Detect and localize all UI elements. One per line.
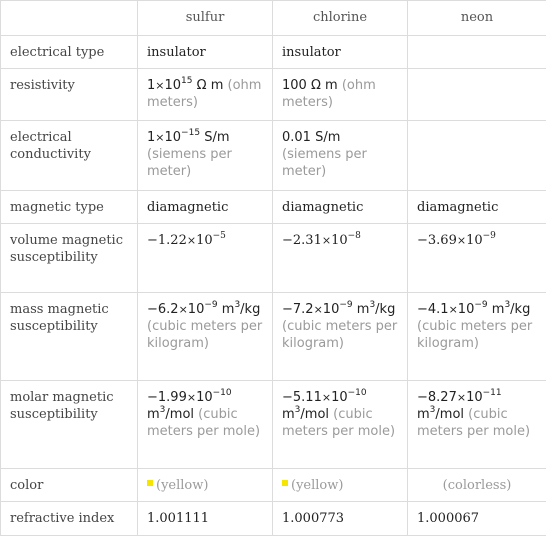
table-row (1, 69, 546, 121)
column-header-chlorine: chlorine (273, 1, 408, 36)
table-row (1, 381, 546, 469)
row-label: electrical conductivity (1, 121, 138, 191)
table-row (1, 293, 546, 381)
value-number: 0.01 (282, 130, 311, 145)
cell-sulfur (138, 69, 273, 121)
value-exponent: −10 (347, 388, 367, 398)
cell-chlorine: insulator (273, 36, 408, 69)
value-base: 10 (331, 390, 348, 405)
times-sign: × (155, 131, 165, 144)
cell-neon (408, 69, 546, 121)
value-base: 10 (187, 302, 205, 317)
value-mantissa: −5.11 (282, 390, 322, 405)
value-base: 10 (466, 390, 483, 405)
value-exponent: −10 (212, 388, 232, 398)
cell-neon: diamagnetic (408, 191, 546, 224)
cell-sulfur: diamagnetic (138, 191, 273, 224)
value-unit: $m^3/kg$ (356, 300, 396, 317)
unit-note: (ohm meters) (282, 78, 376, 110)
value-exponent: 15 (181, 76, 193, 86)
unit-note: (siemens per meter) (282, 147, 367, 179)
value-base: 10 (457, 302, 475, 317)
value-unit: S/m (315, 130, 341, 145)
cell-neon (408, 381, 546, 469)
value-exponent: −9 (474, 300, 488, 310)
cell-neon (408, 121, 546, 191)
value-unit: $m^3/kg$ (491, 300, 531, 317)
value-mantissa: −3.69 (417, 233, 457, 248)
cell-sulfur: insulator (138, 36, 273, 69)
value-unit: Ω m (196, 78, 224, 93)
column-header-neon: neon (408, 1, 546, 36)
value-mantissa: −8.27 (417, 390, 457, 405)
cell-chlorine (273, 224, 408, 293)
value-unit: $m^3$/mol (282, 405, 330, 422)
cell-chlorine (273, 69, 408, 121)
value-exponent: −15 (181, 128, 201, 138)
value-mantissa: −6.2 (147, 302, 179, 317)
table-row (1, 224, 546, 293)
times-sign: × (313, 303, 323, 316)
cell-chlorine (273, 381, 408, 469)
row-label: resistivity (1, 69, 138, 121)
value-mantissa: −2.31 (282, 233, 322, 248)
row-label: color (1, 469, 138, 502)
unit-note: (cubic meters per mole) (417, 407, 531, 439)
times-sign: × (186, 234, 197, 247)
cell-sulfur (138, 381, 273, 469)
column-header-sulfur: sulfur (138, 1, 273, 36)
header-row (1, 1, 546, 36)
value-base: 10 (322, 302, 340, 317)
color-text: (yellow) (156, 478, 209, 493)
times-sign: × (456, 391, 467, 404)
table-row (1, 121, 546, 191)
row-label: refractive index (1, 502, 138, 536)
times-sign: × (178, 303, 188, 316)
value-exponent: −9 (482, 231, 496, 241)
value-exponent: −8 (347, 231, 361, 241)
corner-header-cell (1, 1, 138, 36)
cell-neon (408, 224, 546, 293)
value-exponent: −9 (339, 300, 353, 310)
unit-note: (cubic meters per kilogram) (417, 319, 533, 351)
cell-neon (408, 36, 546, 69)
value-mantissa: −1.22 (147, 233, 187, 248)
times-sign: × (456, 234, 467, 247)
value-base: 10 (164, 130, 182, 145)
cell-neon (408, 469, 546, 502)
value-mantissa: −7.2 (282, 302, 314, 317)
cell-neon: 1.000067 (408, 502, 546, 536)
cell-chlorine: diamagnetic (273, 191, 408, 224)
unit-note: (cubic meters per kilogram) (282, 319, 398, 351)
cell-sulfur (138, 469, 273, 502)
value-base: 10 (196, 390, 213, 405)
unit-note: (siemens per meter) (147, 147, 232, 179)
table-row (1, 191, 546, 224)
table-row (1, 36, 546, 69)
value-mantissa: −1.99 (147, 390, 187, 405)
value-number: 100 (282, 78, 307, 93)
times-sign: × (155, 79, 165, 92)
value-unit: S/m (204, 130, 230, 145)
times-sign: × (321, 391, 332, 404)
cell-chlorine (273, 293, 408, 381)
times-sign: × (448, 303, 458, 316)
value-mantissa: 1 (147, 130, 156, 145)
row-label: magnetic type (1, 191, 138, 224)
unit-note: (cubic meters per kilogram) (147, 319, 263, 351)
value-exponent: −11 (482, 388, 502, 398)
value-unit: $m^3/kg$ (221, 300, 261, 317)
color-text: (yellow) (291, 478, 344, 493)
value-unit: $m^3$/mol (417, 405, 465, 422)
value-exponent: −5 (212, 231, 226, 241)
cell-sulfur (138, 224, 273, 293)
value-unit: Ω m (310, 78, 338, 93)
cell-neon (408, 293, 546, 381)
color-swatch (147, 480, 153, 486)
value-base: 10 (164, 78, 182, 93)
cell-chlorine (273, 469, 408, 502)
row-label: molar magnetic susceptibility (1, 381, 138, 469)
color-text: (colorless) (442, 478, 512, 493)
color-swatch (282, 480, 288, 486)
row-label: mass magnetic susceptibility (1, 293, 138, 381)
cell-sulfur (138, 121, 273, 191)
cell-sulfur: 1.001111 (138, 502, 273, 536)
cell-sulfur (138, 293, 273, 381)
cell-chlorine (273, 121, 408, 191)
unit-note: (cubic meters per mole) (147, 407, 261, 439)
value-mantissa: 1 (147, 78, 156, 93)
times-sign: × (186, 391, 197, 404)
value-base: 10 (466, 233, 483, 248)
row-label: electrical type (1, 36, 138, 69)
table-row (1, 502, 546, 536)
times-sign: × (321, 234, 332, 247)
cell-chlorine: 1.000773 (273, 502, 408, 536)
value-base: 10 (331, 233, 348, 248)
unit-note: (ohm meters) (147, 78, 262, 110)
table-row (1, 469, 546, 502)
row-label: volume magnetic susceptibility (1, 224, 138, 293)
value-base: 10 (196, 233, 213, 248)
unit-note: (cubic meters per mole) (282, 407, 396, 439)
value-unit: $m^3$/mol (147, 405, 195, 422)
value-exponent: −9 (204, 300, 218, 310)
value-mantissa: −4.1 (417, 302, 449, 317)
